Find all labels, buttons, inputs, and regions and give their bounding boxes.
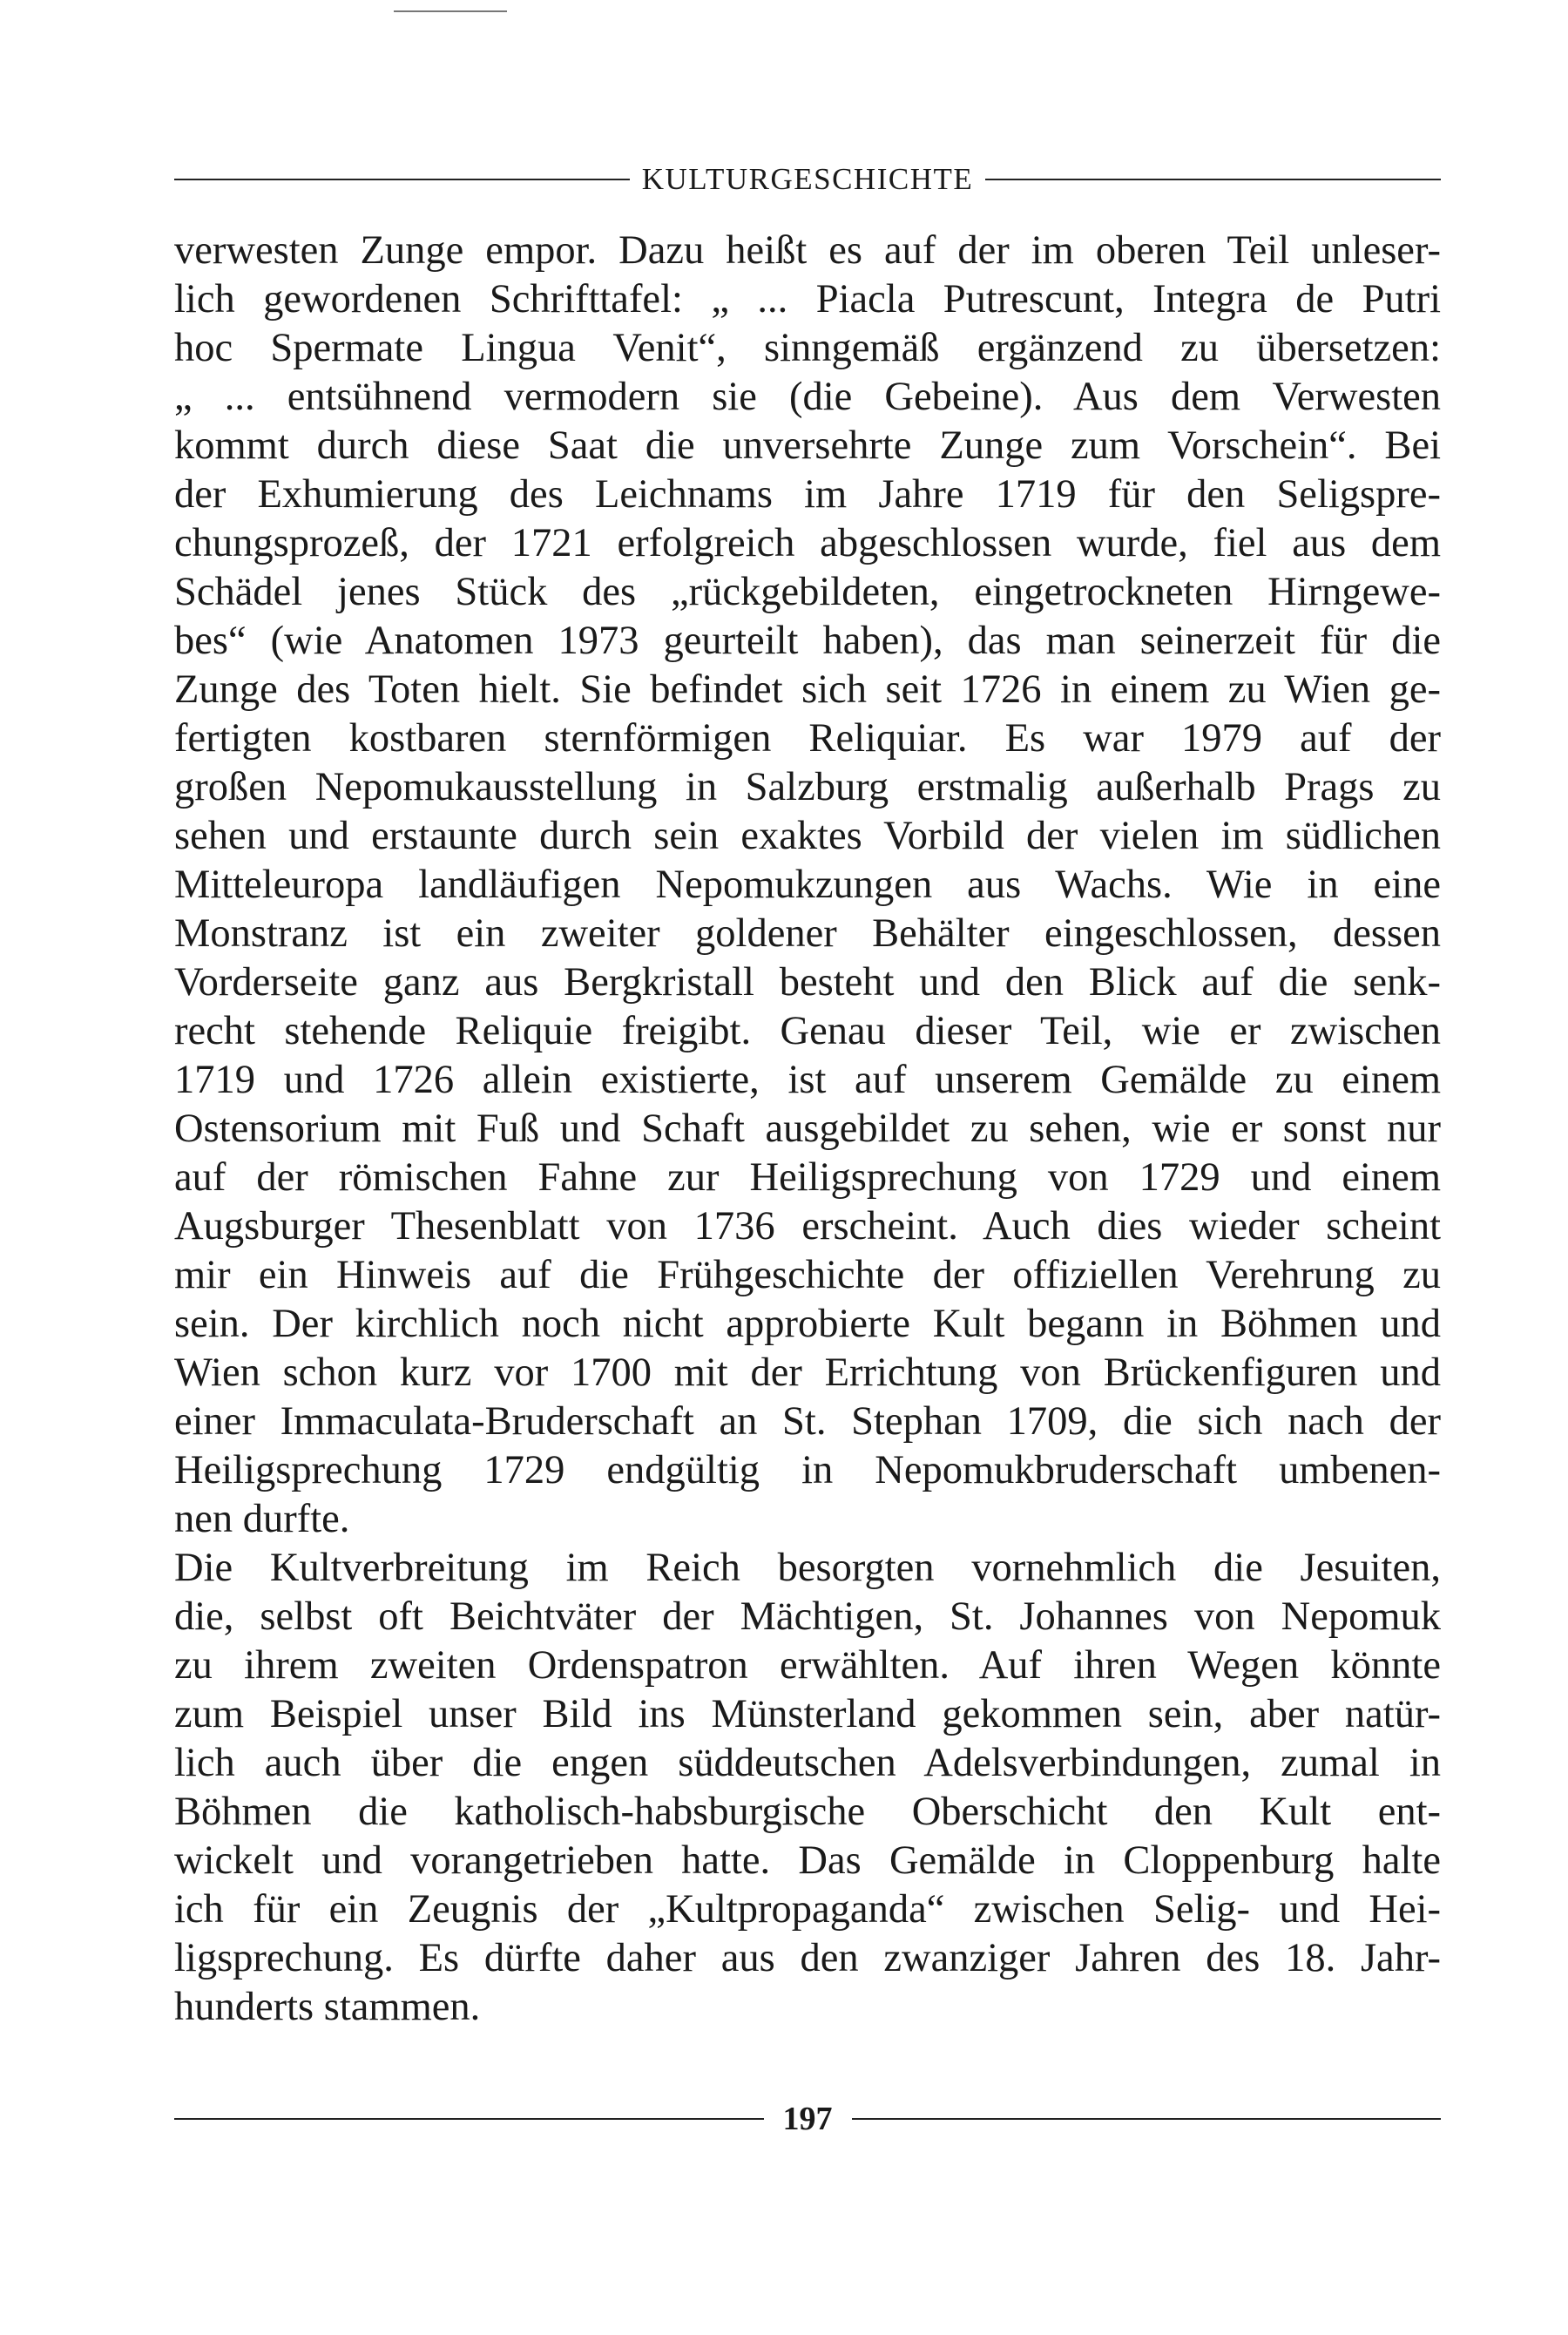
text-line: sehen und erstaunte durch sein exaktes Vorbild der vielen im südlichen	[174, 814, 1441, 858]
running-head-title: KULTURGESCHICHTE	[641, 162, 974, 196]
text-line: lich gewordenen Schrifttafel: „ ... Piacla Putrescunt, Integra de Putri	[174, 277, 1441, 321]
text-line: zu ihrem zweiten Ordenspatron erwählten. Auf ihren Wegen könnte	[174, 1643, 1441, 1688]
text-line: Zunge des Toten hielt. Sie befindet sich seit 1726 in einem zu Wien ge-	[174, 667, 1441, 712]
text-line: chungsprozeß, der 1721 erfolgreich abgeschlossen wurde, fiel aus dem	[174, 521, 1441, 565]
text-line: einer Immaculata-Bruderschaft an St. Stephan 1709, die sich nach der	[174, 1399, 1441, 1444]
text-line: Böhmen die katholisch-habsburgische Oberschicht den Kult ent-	[174, 1790, 1441, 1834]
text-line: ligsprechung. Es dürfte daher aus den zwanziger Jahren des 18. Jahr-	[174, 1936, 1441, 1980]
text-line: ich für ein Zeugnis der „Kultpropaganda“ zwischen Selig- und Hei-	[174, 1887, 1441, 1932]
running-head	[174, 164, 1441, 194]
text-line: 1719 und 1726 allein existierte, ist auf unserem Gemälde zu einem	[174, 1058, 1441, 1102]
text-line: auf der römischen Fahne zur Heiligsprechung von 1729 und einem	[174, 1155, 1441, 1200]
body-text	[174, 227, 1441, 2032]
top-edge-rule	[394, 10, 507, 12]
text-line: der Exhumierung des Leichnams im Jahre 1719 für den Seligspre-	[174, 472, 1441, 517]
footer-rule-left	[174, 2118, 764, 2120]
text-line: großen Nepomukausstellung in Salzburg erstmalig außerhalb Prags zu	[174, 765, 1441, 809]
text-line: recht stehende Reliquie freigibt. Genau dieser Teil, wie er zwischen	[174, 1009, 1441, 1053]
footer-rule-right	[852, 2118, 1442, 2120]
text-line: Schädel jenes Stück des „rückgebildeten, eingetrockneten Hirngewe-	[174, 570, 1441, 614]
text-line: hunderts stammen.	[174, 1985, 481, 2029]
text-line: lich auch über die engen süddeutschen Adelsverbindungen, zumal in	[174, 1741, 1441, 1785]
text-line: Vorderseite ganz aus Bergkristall besteht und den Blick auf die senk-	[174, 960, 1441, 1005]
text-line: Mitteleuropa landläufigen Nepomukzungen aus Wachs. Wie in eine	[174, 863, 1441, 907]
text-line: „ ... entsühnend vermodern sie (die Gebeine). Aus dem Verwesten	[174, 375, 1441, 419]
paragraph	[174, 227, 1441, 1544]
running-head-rule-left	[174, 179, 630, 180]
text-line: Augsburger Thesenblatt von 1736 erscheint. Auch dies wieder scheint	[174, 1204, 1441, 1249]
text-line: Heiligsprechung 1729 endgültig in Nepomukbruderschaft umbenen-	[174, 1448, 1441, 1492]
text-line: Monstranz ist ein zweiter goldener Behälter eingeschlossen, dessen	[174, 911, 1441, 956]
text-line: die, selbst oft Beichtväter der Mächtigen, St. Johannes von Nepomuk	[174, 1594, 1441, 1639]
running-head-rule-right	[985, 179, 1441, 180]
text-line: Die Kultverbreitung im Reich besorgten vornehmlich die Jesuiten,	[174, 1546, 1441, 1590]
text-line: nen durfte.	[174, 1497, 350, 1541]
text-line: hoc Spermate Lingua Venit“, sinngemäß ergänzend zu übersetzen:	[174, 326, 1441, 370]
text-line: Wien schon kurz vor 1700 mit der Errichtung von Brückenfiguren und	[174, 1350, 1441, 1395]
text-line: fertigten kostbaren sternförmigen Reliquiar. Es war 1979 auf der	[174, 716, 1441, 761]
text-line: verwesten Zunge empor. Dazu heißt es auf der im oberen Teil unleser-	[174, 228, 1441, 273]
text-line: zum Beispiel unser Bild ins Münsterland gekommen sein, aber natür-	[174, 1692, 1441, 1736]
text-line: Ostensorium mit Fuß und Schaft ausgebildet zu sehen, wie er sonst nur	[174, 1107, 1441, 1151]
text-line: mir ein Hinweis auf die Frühgeschichte der offiziellen Verehrung zu	[174, 1253, 1441, 1297]
text-line: kommt durch diese Saat die unversehrte Zunge zum Vorschein“. Bei	[174, 423, 1441, 468]
text-line: wickelt und vorangetrieben hatte. Das Gemälde in Cloppenburg halte	[174, 1838, 1441, 1883]
paragraph	[174, 1544, 1441, 2032]
page-number: 197	[782, 2101, 833, 2137]
page-footer	[174, 2102, 1441, 2135]
text-line: sein. Der kirchlich noch nicht approbierte Kult begann in Böhmen und	[174, 1302, 1441, 1346]
text-line: bes“ (wie Anatomen 1973 geurteilt haben), das man seinerzeit für die	[174, 619, 1441, 663]
